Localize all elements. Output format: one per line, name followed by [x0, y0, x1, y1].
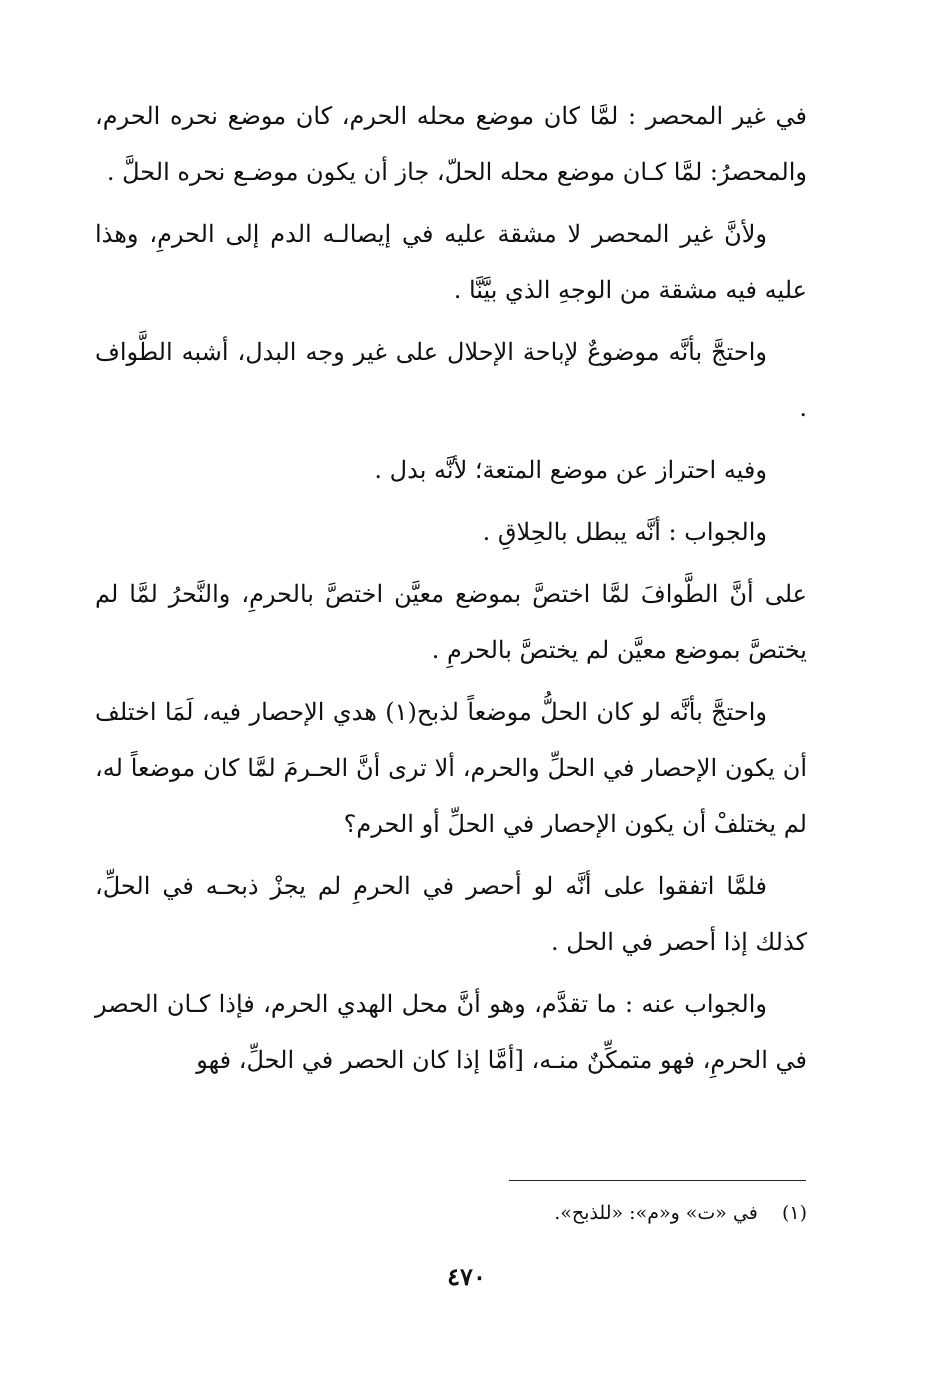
- main-text: [95, 88, 807, 1094]
- footnote-text: في «ت» و«م»: «للذبح».: [554, 1202, 758, 1224]
- paragraph: فلمَّا اتفقوا على أنَّه لو أحصر في الحرمِ لم يجزْ ذبحـه في الحلِّ، كذلك إذا أحصر في الحل .: [95, 872, 807, 956]
- paragraph: والجواب عنه : ما تقدَّم، وهو أنَّ محل الهدي الحرم، فإذا كـان الحصر في الحرمِ، فهو متمكِّنٌ منـه، [أمَّا إذا كان الحصر في الحلِّ، فهو: [95, 990, 807, 1074]
- footnote-divider: [509, 1180, 806, 1181]
- paragraph: واحتجَّ بأنَّه لو كان الحلُّ موضعاً لذبح(١) هدي الإحصار فيه، لَمَا اختلف أن يكون الإحصار في الحلِّ والحرم، ألا ترى أنَّ الحـرمَ لمَّا كان موضعاً له، لم يختلفْ أن يكون الإحصار في الحلِّ أو الحرم؟: [95, 698, 807, 838]
- paragraph: والجواب : أنَّه يبطل بالحِلاقِ .: [482, 518, 767, 546]
- footnote: [554, 1198, 807, 1228]
- page-number: ٤٧٠: [447, 1262, 486, 1291]
- paragraph: واحتجَّ بأنَّه موضوعٌ لإباحة الإحلال على غير وجه البدل، أشبه الطَّواف .: [95, 338, 807, 422]
- paragraph: على أنَّ الطَّوافَ لمَّا اختصَّ بموضع معيَّن اختصَّ بالحرمِ، والنَّحرُ لمَّا لم يختصَّ بموضع معيَّن لم يختصَّ بالحرمِ .: [95, 580, 807, 664]
- footnote-number: (١): [781, 1202, 807, 1224]
- paragraph: في غير المحصر : لمَّا كان موضع محله الحرم، كان موضع نحره الحرم، والمحصرُ: لمَّا كـان موضع محله الحلّ، جاز أن يكون موضـع نحره الحلَّ .: [95, 102, 807, 186]
- paragraph: ولأنَّ غير المحصر لا مشقة عليه في إيصالـه الدم إلى الحرمِ، وهذا عليه فيه مشقة من الوجهِ الذي بيَّنَّا .: [95, 220, 807, 304]
- paragraph: وفيه احتراز عن موضع المتعة؛ لأنَّه بدل .: [374, 456, 767, 484]
